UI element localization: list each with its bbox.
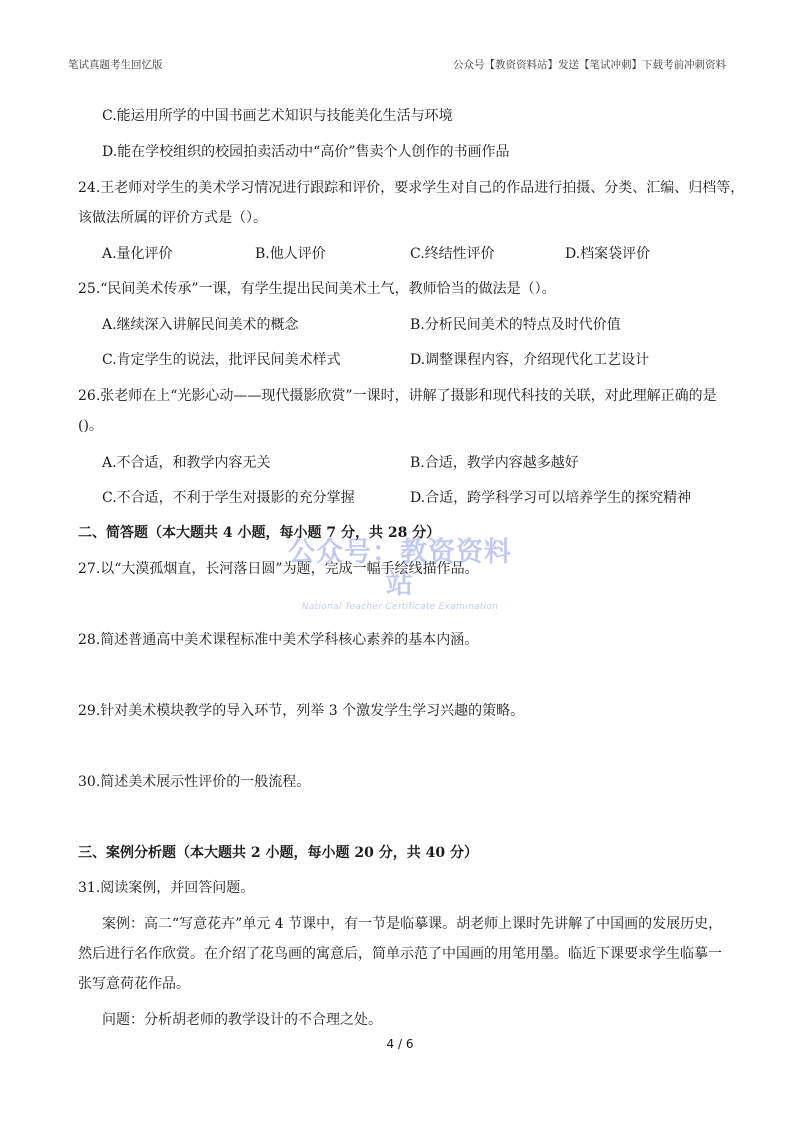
question-27: 27.以“大漠孤烟直，长河落日圆”为题，完成一幅手绘线描作品。 [78,561,479,577]
watermark-main-text: 公众号：教资资料站 [288,537,512,600]
header-right: 公众号【教资资料站】发送【笔试冲刺】下载考前冲刺资料 [453,59,726,71]
q24-stem-line-1: 24.王老师对学生的美术学习情况进行跟踪和评价，要求学生对自己的作品进行拍摄、分类、汇编、归档等， [78,180,745,196]
q25-option-a: A.继续深入讲解民间美术的概念 [102,317,299,333]
q23-option-c: C.能运用所学的中国书画艺术知识与技能美化生活与环境 [102,108,453,124]
watermark-sub-text: National Teacher Certificate Examination [301,602,499,612]
q23-option-d: D.能在学校组织的校园拍卖活动中“高价”售卖个人创作的书画作品 [102,144,510,160]
section-2-title: 二、简答题（本大题共 4 小题，每小题 7 分，共 28 分） [78,525,441,541]
q26-option-b: B.合适，教学内容越多越好 [410,455,579,471]
q26-stem-line-2: ()。 [78,418,103,434]
q26-option-a: A.不合适，和教学内容无关 [102,455,271,471]
watermark [280,537,520,612]
question-30: 30.简述美术展示性评价的一般流程。 [78,774,311,790]
q24-option-a: A.量化评价 [102,246,173,262]
q25-option-c: C.肯定学生的说法，批评民间美术样式 [102,352,341,368]
q24-option-d: D.档案袋评价 [565,246,651,262]
q26-option-c: C.不合适，不利于学生对摄影的充分掌握 [102,490,355,506]
case-line-3: 张写意荷花作品。 [78,976,190,992]
question-28: 28.简述普通高中美术课程标准中美术学科核心素养的基本内涵。 [78,632,479,648]
case-question: 问题：分析胡老师的教学设计的不合理之处。 [102,1012,382,1028]
q25-stem: 25.“民间美术传承”一课，有学生提出民间美术土气，教师恰当的做法是（）。 [78,281,556,297]
q24-option-c: C.终结性评价 [410,246,495,262]
header-left: 笔试真题考生回忆版 [68,59,163,71]
q25-option-b: B.分析民间美术的特点及时代价值 [410,317,621,333]
case-line-2: 然后进行名作欣赏。在介绍了花鸟画的寓意后，简单示范了中国画的用笔用墨。临近下课要求学生临摹一 [78,946,722,962]
q24-stem-line-2: 该做法所属的评价方式是（）。 [78,210,267,226]
question-29: 29.针对美术模块教学的导入环节，列举 3 个激发学生学习兴趣的策略。 [78,703,525,719]
q24-option-b: B.他人评价 [255,246,326,262]
section-3-title: 三、案例分析题（本大题共 2 小题，每小题 20 分，共 40 分） [78,845,478,861]
q26-stem-line-1: 26.张老师在上“光影心动——现代摄影欣赏”一课时，讲解了摄影和现代科技的关联，对此理解正确的是 [78,388,717,404]
page-number: 4 / 6 [386,1037,414,1051]
q26-option-d: D.合适，跨学科学习可以培养学生的探究精神 [410,490,692,506]
case-line-1: 案例：高二“写意花卉”单元 4 节课中，有一节是临摹课。胡老师上课时先讲解了中国画的发展历史， [102,916,723,932]
q25-option-d: D.调整课程内容，介绍现代化工艺设计 [410,352,650,368]
question-31-stem: 31.阅读案例，并回答问题。 [78,880,255,896]
